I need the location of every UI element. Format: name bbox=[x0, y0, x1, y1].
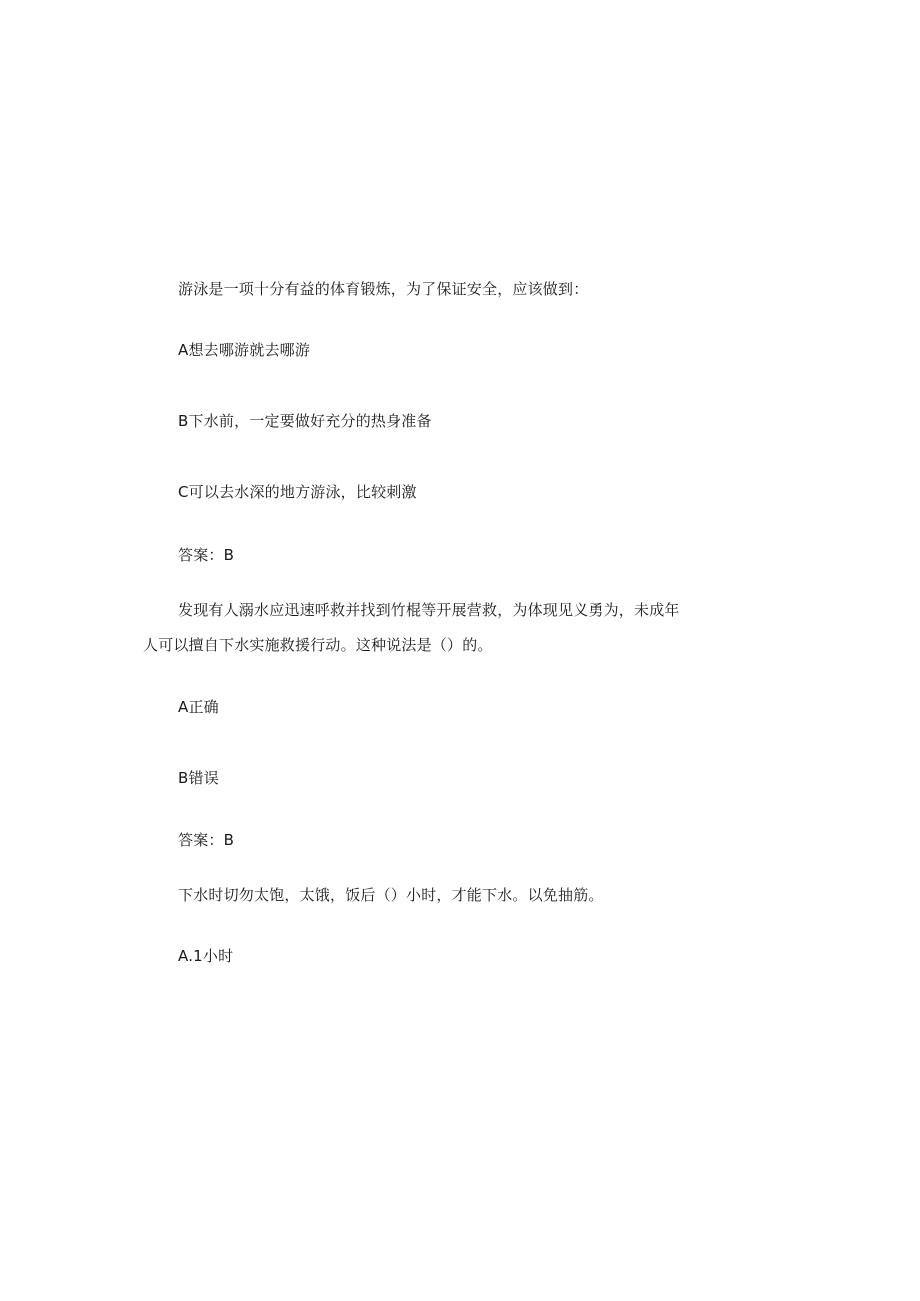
question-1-stem: 游泳是一项十分有益的体育锻炼，为了保证安全，应该做到： bbox=[178, 280, 589, 298]
question-1-option-c: C可以去水深的地方游泳，比较刺激 bbox=[178, 483, 417, 501]
question-1-option-a: A想去哪游就去哪游 bbox=[178, 341, 311, 359]
question-1-answer: 答案：B bbox=[178, 546, 235, 564]
question-2-stem-line-1: 发现有人溺水应迅速呼救并找到竹棍等开展营救，为体现见义勇为，未成年 bbox=[178, 601, 680, 619]
question-3-option-a: A.1小时 bbox=[178, 947, 234, 965]
question-2-option-b: B错误 bbox=[178, 769, 219, 787]
question-1-option-b: B下水前，一定要做好充分的热身准备 bbox=[178, 412, 432, 430]
question-2-answer: 答案：B bbox=[178, 831, 235, 849]
question-2-option-a: A正确 bbox=[178, 698, 219, 716]
question-2-stem-line-2: 人可以擅自下水实施救援行动。这种说法是（）的。 bbox=[143, 636, 493, 654]
question-3-stem: 下水时切勿太饱，太饿，饭后（）小时，才能下水。以免抽筋。 bbox=[178, 886, 604, 904]
